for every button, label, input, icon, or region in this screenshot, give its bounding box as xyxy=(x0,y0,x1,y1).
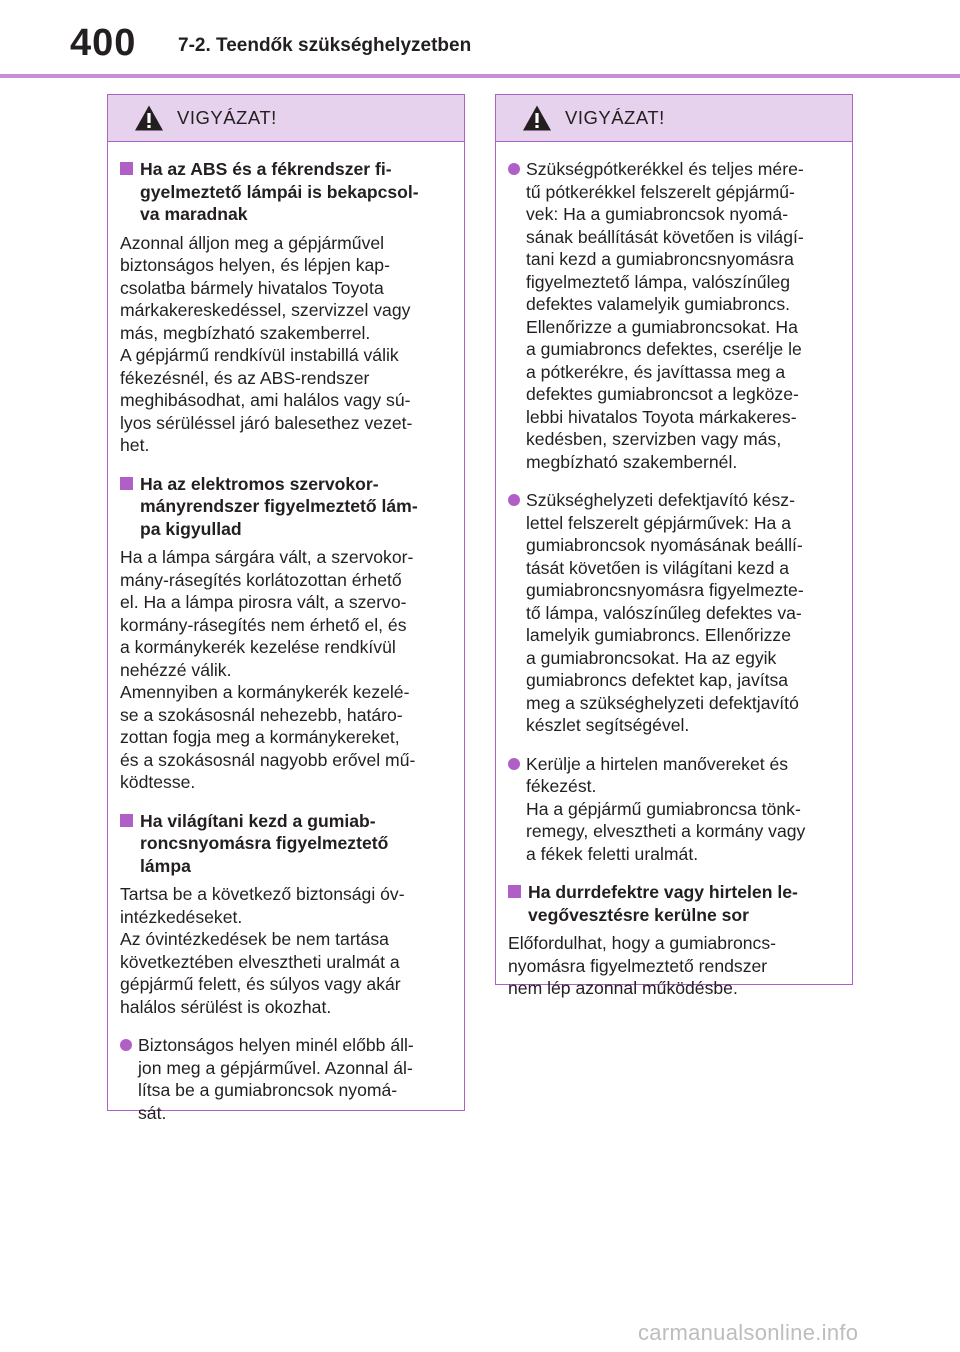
warning-box-right xyxy=(495,94,853,998)
square-bullet-icon xyxy=(120,477,133,490)
paragraph: Ha a lámpa sárgára vált, a szervokor- mány-rásegítés korlátozottan érhető el. Ha a lámpa pirosra vált, a szervo- kormány-rásegítés nem érhető el, és a kormánykerék kezelése rendkívül nehézzé válik. Amennyiben a kormánykerék kezelé- se a szokásosnál nehezebb, határo- zottan fogja meg a kormánykereket, és a szokásosnál nagyobb erővel mű- ködtesse. xyxy=(120,547,416,792)
page-header xyxy=(0,0,960,80)
bullet-item xyxy=(508,753,840,866)
section-heading xyxy=(508,881,840,926)
section-heading xyxy=(120,810,452,878)
header-rule xyxy=(0,74,960,78)
bullet-text: Biztonságos helyen minél előbb áll- jon meg a gépjárművel. Azonnal ál- lítsa be a gumiabroncsok nyomá- sát. xyxy=(138,1035,414,1123)
paragraph: Tartsa be a következő biztonsági óv- intézkedéseket. Az óvintézkedések be nem tartása következtében elvesztheti uralmát a gépjármű felett, és súlyos vagy akár halálos sérülést is okozhat. xyxy=(120,884,405,1017)
heading-text: Ha durrdefektre vagy hirtelen le- vegővesztésre kerülne sor xyxy=(528,882,798,925)
square-bullet-icon xyxy=(120,814,133,827)
circle-bullet-icon xyxy=(508,494,520,506)
warning-box-header xyxy=(496,95,852,142)
bullet-item xyxy=(508,489,840,737)
warning-box-left xyxy=(107,94,465,1123)
bullet-text: Szükségpótkerékkel és teljes mére- tű pótkerékkel felszerelt gépjármű- vek: Ha a gumiabroncsok nyomá- sának beállítását követően is világí- tani kezd a gumiabroncsnyomásra figyelmeztető lámpa, valószínűleg defektes valamelyik gumiabroncs. Ellenőrizze a gumiabroncsokat. Ha a gumiabroncs defektes, cserélje le a pótkerékre, és javíttassa meg a defektes gumiabroncsot a legköze- lebbi hivatalos Toyota márkakeres- kedésben, szervizben vagy más, megbízható szakembernél. xyxy=(526,159,804,472)
warning-box-body xyxy=(108,158,464,1124)
warning-box-header xyxy=(108,95,464,142)
page-number: 400 xyxy=(70,22,137,64)
heading-text: Ha az elektromos szervokor- mányrendszer figyelmeztető lám- pa kigyullad xyxy=(140,473,418,539)
circle-bullet-icon xyxy=(508,163,520,175)
watermark: carmanualsonline.info xyxy=(638,1320,859,1345)
bullet-text: Szükséghelyzeti defektjavító kész- lettel felszerelt gépjárművek: Ha a gumiabroncsok nyomásának beállí- tását követően is világítani kezd a gumiabroncsnyomásra figyelmezte- tő lámpa, valószínűleg defektes va- lamelyik gumiabroncs. Ellenőrizze a gumiabroncsokat. Ha az egyik gumiabroncs defektet kap, javítsa meg a szükséghelyzeti defektjavító készlet segítségével. xyxy=(526,490,804,735)
circle-bullet-icon xyxy=(508,758,520,770)
section-title: 7-2. Teendők szükséghelyzetben xyxy=(178,35,472,56)
square-bullet-icon xyxy=(508,885,521,898)
warning-box-body xyxy=(496,158,852,1000)
warning-box-title: VIGYÁZAT! xyxy=(177,107,277,128)
heading-text: Ha az ABS és a fékrendszer fi- gyelmeztető lámpái is bekapcsol- va maradnak xyxy=(140,159,419,224)
paragraph: Előfordulhat, hogy a gumiabroncs- nyomásra figyelmeztető rendszer nem lép azonnal működésbe. xyxy=(508,933,776,998)
bullet-text: Kerülje a hirtelen manővereket és fékezést. Ha a gépjármű gumiabroncsa tönk- remegy, elvesztheti a kormány vagy a fékek feletti uralmát. xyxy=(526,753,806,864)
warning-triangle-icon xyxy=(134,104,164,132)
bullet-item xyxy=(120,1034,452,1124)
paragraph: Azonnal álljon meg a gépjárművel biztonságos helyen, és lépjen kap- csolatba bármely hivatalos Toyota márkakereskedéssel, szervizzel vagy más, megbízható szakemberrel. A gépjármű rendkívül instabillá válik fékezésnél, és az ABS-rendszer meghibásodhat, ami halálos vagy sú- lyos sérüléssel járó balesethez vezet- het. xyxy=(120,232,413,455)
section-heading xyxy=(120,473,452,541)
warning-triangle-icon xyxy=(522,104,552,132)
warning-box-title: VIGYÁZAT! xyxy=(565,107,665,128)
bullet-item xyxy=(508,158,840,473)
section-heading xyxy=(120,158,452,226)
heading-text: Ha világítani kezd a gumiab- roncsnyomásra figyelmeztető lámpa xyxy=(140,810,389,876)
square-bullet-icon xyxy=(120,162,133,175)
circle-bullet-icon xyxy=(120,1039,132,1051)
